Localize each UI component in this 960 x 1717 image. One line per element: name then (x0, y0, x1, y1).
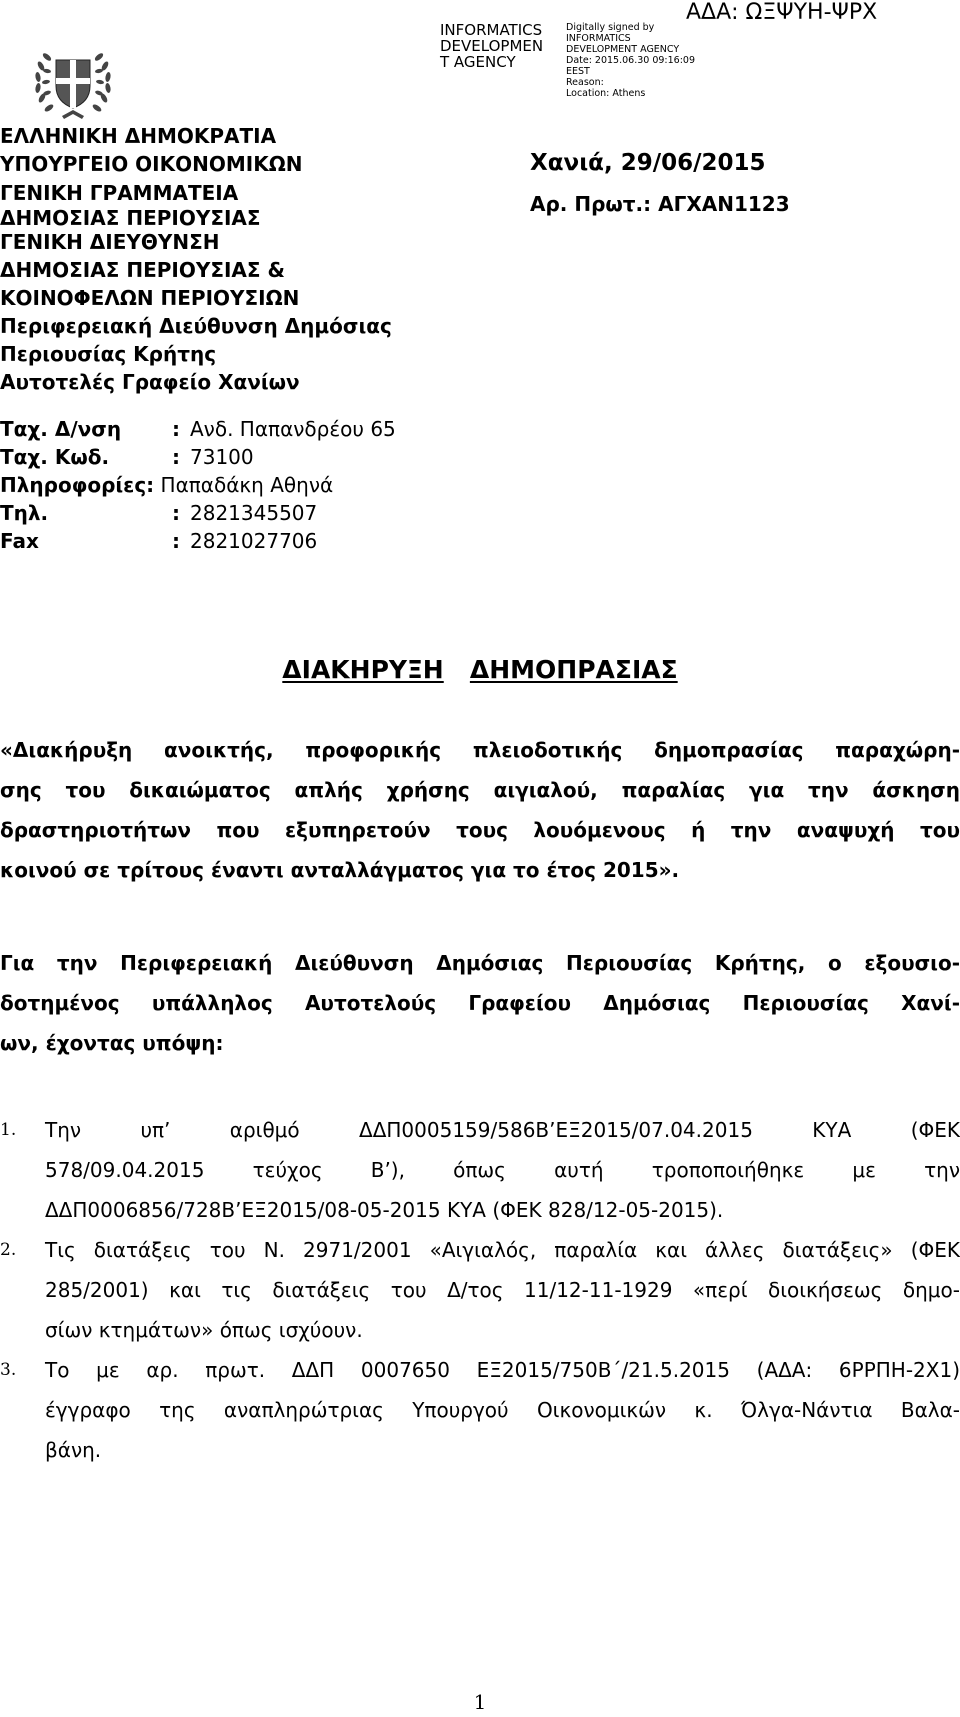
item-number: 1. (0, 1120, 17, 1140)
separator: : (172, 417, 180, 441)
info-label: Πληροφορίες: (0, 473, 155, 497)
authority-line: Περιουσίας Κρήτης (0, 342, 217, 366)
signature-detail-line: Location: Athens (566, 88, 646, 99)
paragraph-line: σης του δικαιώματος απλής χρήσης αιγιαλού, παραλίας για την άσκηση (0, 778, 960, 802)
fax-value: 2821027706 (190, 529, 318, 553)
signature-organization (440, 22, 560, 70)
greek-state-emblem (28, 38, 118, 128)
intro-paragraph (0, 943, 960, 1063)
address-row (0, 415, 440, 443)
page-number: 1 (473, 1690, 487, 1714)
item-line: ΔΔΠ0006856/728Β’ΕΞ2015/08-05-2015 ΚΥΑ (ΦΕΚ 828/12-05-2015). (45, 1198, 724, 1222)
item-line: βάνη. (45, 1438, 102, 1462)
phone-value: 2821345507 (190, 501, 318, 525)
paragraph-line: δραστηριοτήτων που εξυπηρετούν τους λουόμενους ή την αναψυχή του (0, 818, 960, 842)
item-line: 285/2001) και τις διατάξεις του Δ/τος 11/12-11-1929 «περί διοικήσεως δημο- (45, 1278, 960, 1302)
authority-line: Αυτοτελές Γραφείο Χανίων (0, 370, 300, 394)
authority-line: ΓΕΝΙΚΗ ΓΡΑΜΜΑΤΕΙΑ (0, 181, 239, 205)
separator: : (172, 445, 180, 469)
signature-org-line: T AGENCY (440, 53, 516, 71)
item-line: Το με αρ. πρωτ. ΔΔΠ 0007650 ΕΞ2015/750Β΄/21.5.2015 (ΑΔΑ: 6ΡΡΠΗ-2Χ1) (45, 1358, 960, 1382)
issuing-authority (0, 122, 520, 396)
signature-detail-line: Digitally signed by (566, 22, 655, 33)
authority-line: ΔΗΜΟΣΙΑΣ ΠΕΡΙΟΥΣΙΑΣ & (0, 258, 285, 282)
signature-detail-line: EEST (566, 66, 590, 77)
signature-detail-line: INFORMATICS (566, 33, 631, 44)
fax-row (0, 527, 440, 555)
phone-row (0, 499, 440, 527)
list-item (0, 1350, 960, 1470)
protocol-number: Αρ. Πρωτ.: ΑΓΧΑΝ1123 (530, 192, 790, 216)
paragraph-line: δοτημένος υπάλληλος Αυτοτελούς Γραφείου Δημόσιας Περιουσίας Χανί- (0, 991, 960, 1015)
item-line: σίων κτημάτων» όπως ισχύουν. (45, 1318, 363, 1342)
authority-line: ΕΛΛΗΝΙΚΗ ΔΗΜΟΚΡΑΤΙΑ (0, 124, 277, 148)
list-item (0, 1110, 960, 1230)
item-line: έγγραφο της αναπληρώτριας Υπουργού Οικονομικών κ. Όλγα-Νάντια Βαλα- (45, 1398, 960, 1422)
ada-code: ΑΔΑ: ΩΞΨΥΗ-ΨΡΧ (686, 0, 878, 25)
item-number: 3. (0, 1360, 17, 1380)
item-line: Την υπ’ αριθμό ΔΔΠ0005159/586Β’ΕΞ2015/07.04.2015 ΚΥΑ (ΦΕΚ (45, 1118, 960, 1142)
signature-org-line: DEVELOPMEN (440, 37, 544, 55)
paragraph-line: κοινού σε τρίτους έναντι ανταλλάγματος για το έτος 2015». (0, 858, 680, 882)
item-line: 578/09.04.2015 τεύχος Β’), όπως αυτή τροποποιήθηκε με την (45, 1158, 960, 1182)
info-value: Παπαδάκη Αθηνά (160, 473, 334, 497)
authority-line: Περιφερειακή Διεύθυνση Δημόσιας (0, 314, 392, 338)
paragraph-line: «Διακήρυξη ανοικτής, προφορικής πλειοδοτικής δημοπρασίας παραχώρη- (0, 738, 960, 762)
signature-detail-line: DEVELOPMENT AGENCY (566, 44, 680, 55)
list-item (0, 1230, 960, 1350)
paragraph-line: ων, έχοντας υπόψη: (0, 1031, 224, 1055)
paragraph-line: Για την Περιφερειακή Διεύθυνση Δημόσιας Περιουσίας Κρήτης, ο εξουσιο- (0, 951, 960, 975)
place-date: Χανιά, 29/06/2015 (530, 150, 766, 176)
subject-paragraph (0, 730, 960, 890)
authority-line: ΥΠΟΥΡΓΕΙΟ ΟΙΚΟΝΟΜΙΚΩΝ (0, 152, 303, 176)
fax-label: Fax (0, 529, 39, 553)
signature-details (566, 22, 736, 99)
authority-line: ΚΟΙΝΟΦΕΛΩΝ ΠΕΡΙΟΥΣΙΩΝ (0, 286, 300, 310)
signature-detail-line: Date: 2015.06.30 09:16:09 (566, 55, 696, 66)
info-row (0, 471, 440, 499)
address-label: Ταχ. Δ/νση (0, 417, 122, 441)
item-line: Τις διατάξεις του Ν. 2971/2001 «Αιγιαλός, παραλία και άλλες διατάξεις» (ΦΕΚ (45, 1238, 960, 1262)
signature-detail-line: Reason: (566, 77, 604, 88)
document-title (0, 655, 960, 684)
authority-line: ΓΕΝΙΚΗ ΔΙΕΥΘΥΝΣΗ (0, 230, 220, 254)
item-number: 2. (0, 1240, 17, 1260)
address-value: Ανδ. Παπανδρέου 65 (190, 417, 396, 441)
title-part: ΔΗΜΟΠΡΑΣΙΑΣ (469, 655, 678, 684)
postcode-value: 73100 (190, 445, 254, 469)
phone-label: Τηλ. (0, 501, 49, 525)
contact-details (0, 415, 440, 555)
postcode-row (0, 443, 440, 471)
title-part: ΔΙΑΚΗΡΥΞΗ (282, 655, 444, 684)
separator: : (172, 529, 180, 553)
signature-org-line: INFORMATICS (440, 21, 543, 39)
considerations-list (0, 1110, 960, 1470)
authority-line: ΔΗΜΟΣΙΑΣ ΠΕΡΙΟΥΣΙΑΣ (0, 206, 261, 230)
postcode-label: Ταχ. Κωδ. (0, 445, 110, 469)
separator: : (172, 501, 180, 525)
